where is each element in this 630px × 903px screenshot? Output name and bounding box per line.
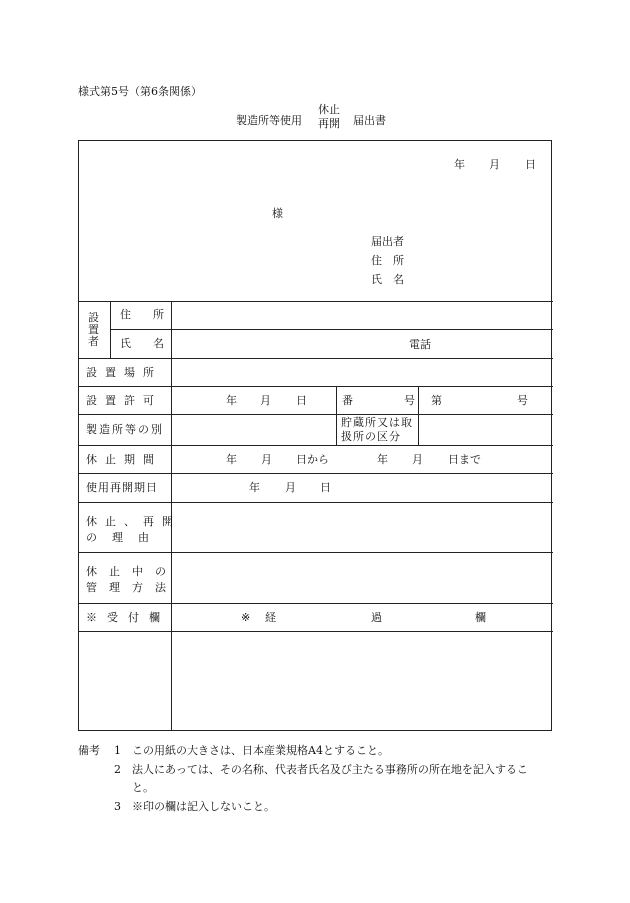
- suspension-to-year: 年: [377, 453, 388, 466]
- suspension-from-day: 日から: [296, 453, 329, 466]
- note-text-continued: と。: [132, 781, 154, 794]
- suspension-from-month: 月: [261, 453, 272, 466]
- number-label-right: 号: [404, 394, 415, 407]
- date-day: 日: [525, 158, 536, 171]
- number-label-left: 番: [342, 394, 353, 407]
- notifier-name-label: 氏 名: [371, 273, 404, 286]
- notifier-address-label: 住 所: [371, 254, 404, 267]
- reason-label-line2: の 理 由: [86, 531, 151, 544]
- notes-label: 備考: [78, 744, 100, 757]
- permit-day: 日: [296, 394, 307, 407]
- note-number: 3: [114, 800, 121, 813]
- management-label-line1: 休止中の: [86, 565, 178, 578]
- installer-group-label: 設置者: [88, 311, 99, 348]
- suspension-period-label: 休止期間: [86, 453, 162, 466]
- grid-line: [79, 445, 553, 446]
- grid-line: [79, 603, 553, 604]
- date-month: 月: [489, 158, 500, 171]
- grid-line: [79, 414, 553, 415]
- progress-label-3: 欄: [475, 611, 486, 624]
- notifier-label: 届出者: [371, 235, 404, 248]
- grid-line: [79, 473, 553, 474]
- permit-number-dai: 第: [431, 394, 442, 407]
- note-text: ※印の欄は記入しないこと。: [132, 800, 275, 813]
- suspension-to-day: 日まで: [448, 453, 481, 466]
- grid-line: [79, 552, 553, 553]
- title-prefix: 製造所等使用: [236, 114, 302, 127]
- resume-year: 年: [249, 481, 260, 494]
- installer-address-label: 住 所: [120, 308, 164, 321]
- addressee-suffix: 様: [272, 207, 283, 220]
- progress-label-2: 過: [371, 611, 382, 624]
- suspension-from-year: 年: [226, 453, 237, 466]
- title-option-suspend: 休止: [318, 103, 340, 116]
- storage-type-label: 貯蔵所又は取扱所の区分: [341, 416, 413, 443]
- grid-line: [79, 631, 553, 632]
- note-text: この用紙の大きさは、日本産業規格A4とすること。: [132, 744, 389, 757]
- resume-day: 日: [320, 481, 331, 494]
- phone-label: 電話: [409, 338, 431, 351]
- grid-line: [79, 502, 553, 503]
- reason-label-line1: 休止、再開: [86, 515, 181, 528]
- note-number: 2: [114, 763, 121, 776]
- suspension-to-month: 月: [412, 453, 423, 466]
- permit-month: 月: [260, 394, 271, 407]
- progress-mark: ※: [241, 611, 251, 624]
- title-options: [318, 103, 340, 131]
- installer-name-label: 氏 名: [120, 337, 164, 350]
- grid-line: [110, 329, 553, 330]
- management-label-line2: 管理方法: [86, 581, 178, 594]
- form-table: [78, 140, 552, 731]
- receipt-column-label: ※受付欄: [86, 611, 170, 624]
- grid-line: [79, 386, 553, 387]
- permit-number-go: 号: [517, 394, 528, 407]
- grid-line: [79, 358, 553, 359]
- title-option-resume: 再開: [318, 117, 340, 130]
- title-suffix: 届出書: [353, 114, 386, 127]
- resume-date-label: 使用再開期日: [86, 481, 158, 494]
- note-text: 法人にあっては、その名称、代表者氏名及び主たる事務所の所在地を記入するこ: [132, 763, 528, 776]
- grid-line: [110, 301, 111, 358]
- location-label: 設置場所: [86, 366, 162, 379]
- form-number: 様式第5号（第6条関係）: [78, 85, 202, 98]
- date-year: 年: [454, 158, 465, 171]
- grid-line: [79, 301, 553, 302]
- grid-line: [336, 386, 337, 445]
- permit-label: 設置許可: [86, 394, 162, 407]
- resume-month: 月: [285, 481, 296, 494]
- progress-label-1: 経: [265, 611, 276, 624]
- grid-line: [418, 386, 419, 445]
- permit-year: 年: [226, 394, 237, 407]
- facility-type-label: 製造所等の別: [86, 423, 164, 436]
- note-number: 1: [114, 744, 121, 757]
